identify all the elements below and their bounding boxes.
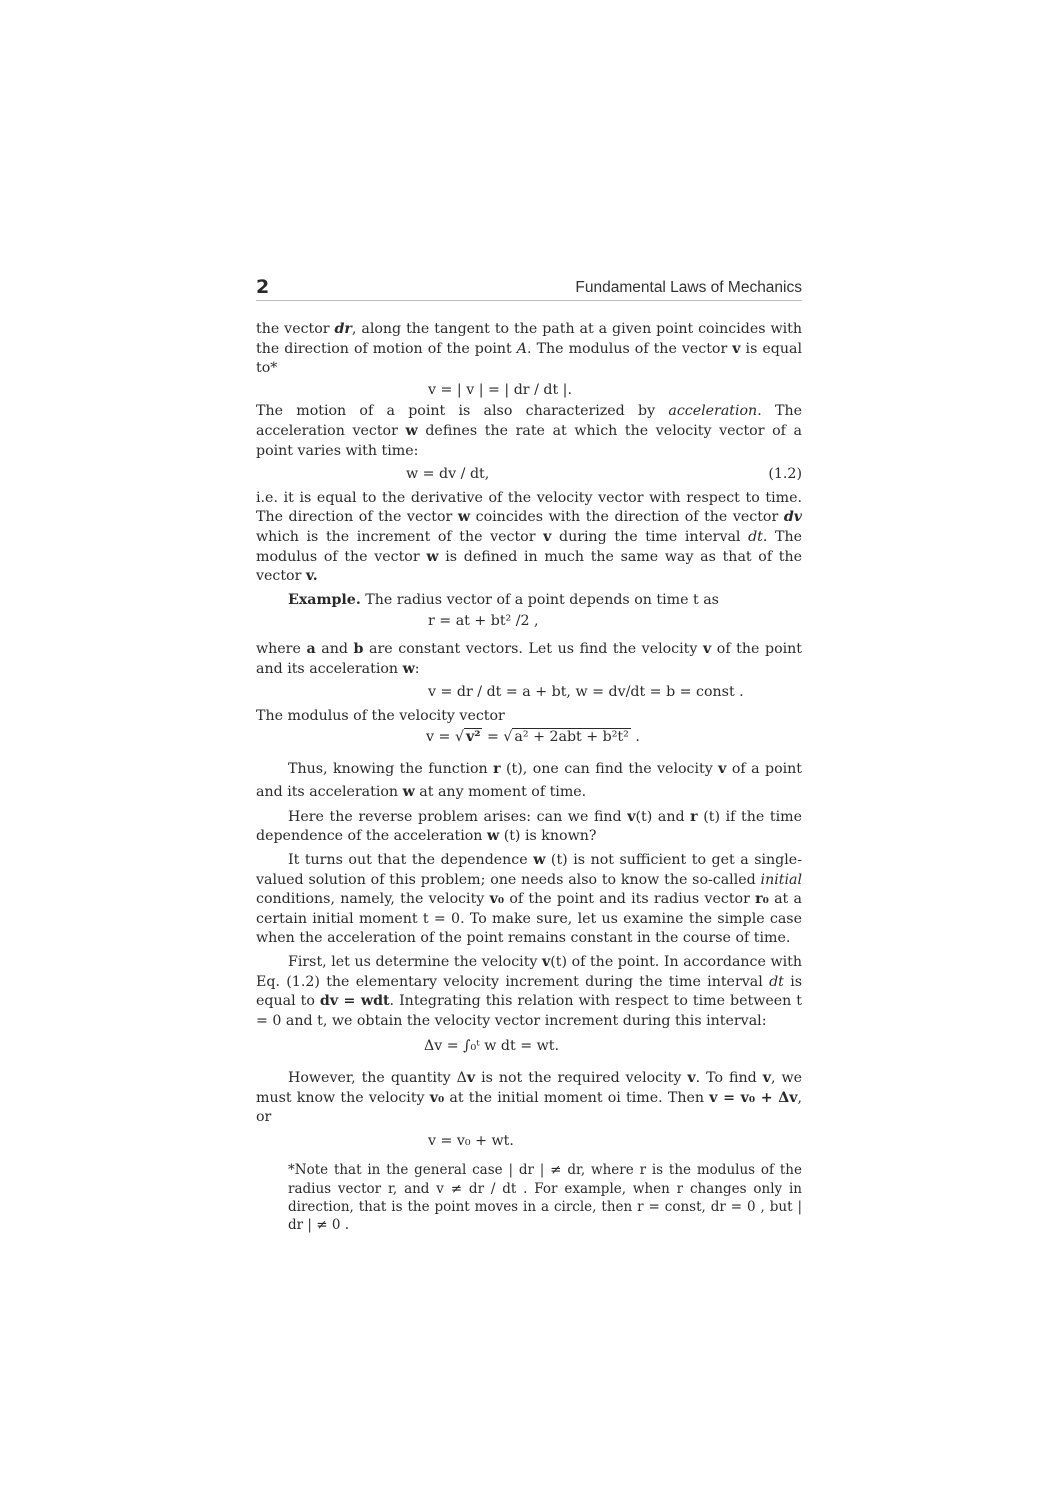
example-label: Example. [288,591,361,608]
page-header [256,276,802,301]
book-page [256,276,802,1248]
paragraph-5: The modulus of the velocity vector [256,707,505,724]
example-paragraph: Example. The radius vector of a point depends on time t as [288,591,719,608]
paragraph-1: the vector dr, along the tangent to the path at a given point coincides with the direction of motion of the point A. The modulus of the vector v is equal to* [256,321,803,377]
equation-velocity-acceleration: v = dr / dt = a + bt, w = dv/dt = b = const . [428,684,744,701]
equation-radius-vector: r = at + bt² /2 , [428,613,539,630]
equation-final-velocity: v = v₀ + wt. [428,1132,514,1149]
paragraph-2: The motion of a point is also characterized by acceleration. The acceleration vector w defines the rate at which the velocity vector of a point varies with time: [256,403,803,459]
page-number: 2 [256,276,270,298]
paragraph-9: First, let us determine the velocity v(t) of the point. In accordance with Eq. (1.2) the elementary velocity increment during the time interval dt is equal to dv = wdt. Integrating this relation with respect to time between t = 0 and t, we obtain the velocity vector increment during this interval: [256,954,803,1029]
paragraph-6: Thus, knowing the function r (t), one can find the velocity v of a point and its acceleration w at any moment of time. [256,760,802,800]
equation-speed-modulus: v = √ v² = √ a² + 2abt + b²t² . [426,729,640,746]
equation-1-2 [256,465,802,485]
running-title: Fundamental Laws of Mechanics [575,279,802,296]
equation-speed: v = | v | = | dr / dt |. [428,381,572,398]
paragraph-4: where a and b are constant vectors. Let us find the velocity v of the point and its acceleration w: [256,640,803,677]
paragraph-10: However, the quantity Δv is not the required velocity v. To find v, we must know the velocity v₀ at the initial moment oi time. Then v = v₀ + Δv, or [256,1070,802,1126]
page-body [256,320,802,1234]
paragraph-3: i.e. it is equal to the derivative of the velocity vector with respect to time. The direction of the vector w coincides with the direction of the vector dv which is the increment of the vector v during the time interval dt. The modulus of the vector w is defined in much the same way as that of the vector v. [256,489,802,585]
equation-1-2-tag: (1.2) [768,466,802,483]
equation-integral: Δv = ∫₀ᵗ w dt = wt. [424,1038,559,1055]
footnote: *Note that in the general case | dr | ≠ dr, where r is the modulus of the radius vector r, and v ≠ dr / dt . For example, when r changes only in direction, that is the point moves in a circle, then r = const, dr = 0 , but | dr | ≠ 0 . [288,1162,802,1233]
equation-1-2-body: w = dv / dt, [406,466,490,483]
paragraph-8: It turns out that the dependence w (t) is not sufficient to get a single-valued solution of this problem; one needs also to know the so-called initial conditions, namely, the velocity v₀ of the point and its radius vector r₀ at a certain initial moment t = 0. To make sure, let us examine the simple case when the acceleration of the point remains constant in the course of time. [256,852,802,947]
paragraph-7: Here the reverse problem arises: can we find v(t) and r (t) if the time dependence of the acceleration w (t) is known? [256,808,802,845]
